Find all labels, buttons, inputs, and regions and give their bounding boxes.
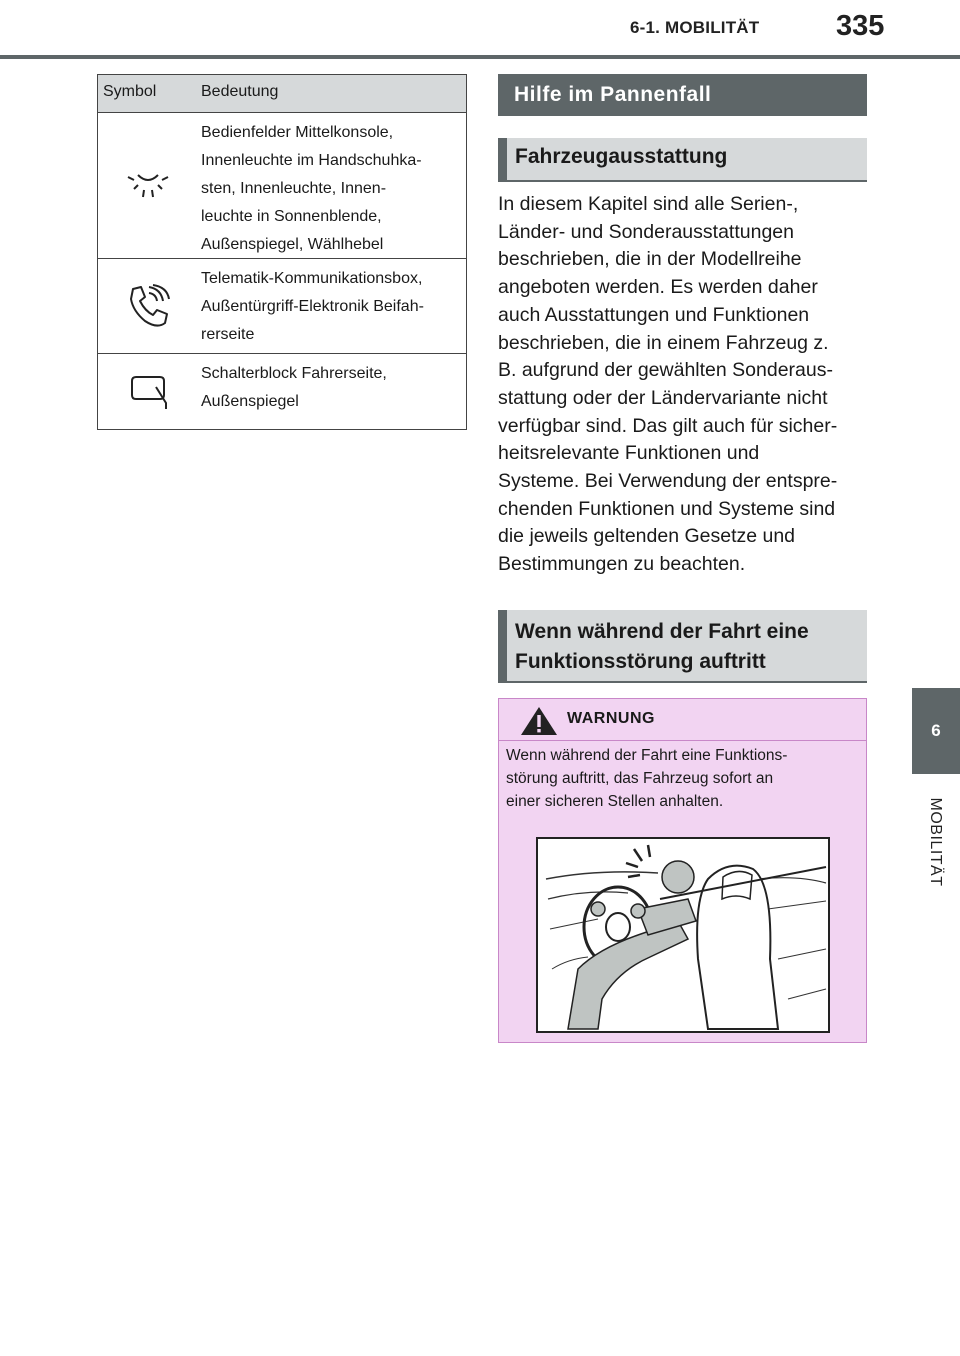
table-row (98, 259, 466, 354)
symbol-table (97, 74, 467, 430)
warning-triangle-icon (519, 705, 559, 737)
interior-light-icon (98, 113, 198, 258)
column-header-meaning: Bedeutung (201, 83, 279, 100)
warning-title: WARNUNG (567, 710, 655, 727)
side-mirror-icon (98, 354, 198, 429)
subsection-heading-equipment: Fahrzeugausstattung (498, 138, 867, 182)
section-heading: Hilfe im Pannenfall (498, 74, 867, 116)
equipment-paragraph: In diesem Kapitel sind alle Serien-, Länder- und Sonderausstattungen beschrieben, die in der Modellreihe angeboten werden. Es werden daher auch Ausstattungen und Funktionen beschrieben, die in einem Fahrzeug z. B. aufgrund der gewählten Sonderaus- stattung oder der Ländervariante nicht verfügbar sind. Das gilt auch für sicher- heitsrelevante Funktionen und Systeme. Bei Verwendung der entspre- chenden Funktionen und Systeme sind die jeweils geltenden Gesetze und Bestimmungen zu beachten. (498, 193, 838, 576)
warning-text: Wenn während der Fahrt eine Funktions- störung auftritt, das Fahrzeug sofort an einer sicheren Stellen anhalten. (506, 747, 788, 810)
chapter-tab (912, 688, 960, 774)
telematics-phone-icon (98, 259, 198, 353)
driver-steering-illustration (536, 837, 830, 1033)
section-title-header: 6-1. MOBILITÄT (630, 18, 760, 37)
page-number: 335 (836, 10, 885, 42)
table-row (98, 354, 466, 429)
warning-box (498, 698, 867, 1043)
row-description: Telematik-Kommunikationsbox, Außentürgriff-Elektronik Beifah- rerseite (201, 270, 424, 343)
warning-header (499, 699, 866, 741)
row-description: Bedienfelder Mittelkonsole, Innenleuchte im Handschuhka- sten, Innenleuchte, Innen- leuchte in Sonnenblende, Außenspiegel, Wählhebel (201, 124, 422, 253)
row-description: Schalterblock Fahrerseite, Außenspiegel (201, 365, 387, 410)
column-header-symbol: Symbol (103, 83, 157, 100)
chapter-title: MOBILITÄT (927, 797, 944, 887)
chapter-side-label (907, 787, 960, 897)
table-row (98, 113, 466, 259)
subsection-heading-malfunction: Wenn während der Fahrt eine Funktionsstörung auftritt (498, 610, 867, 683)
chapter-number: 6 (931, 721, 941, 740)
table-header (98, 75, 466, 113)
header-divider (0, 55, 960, 59)
